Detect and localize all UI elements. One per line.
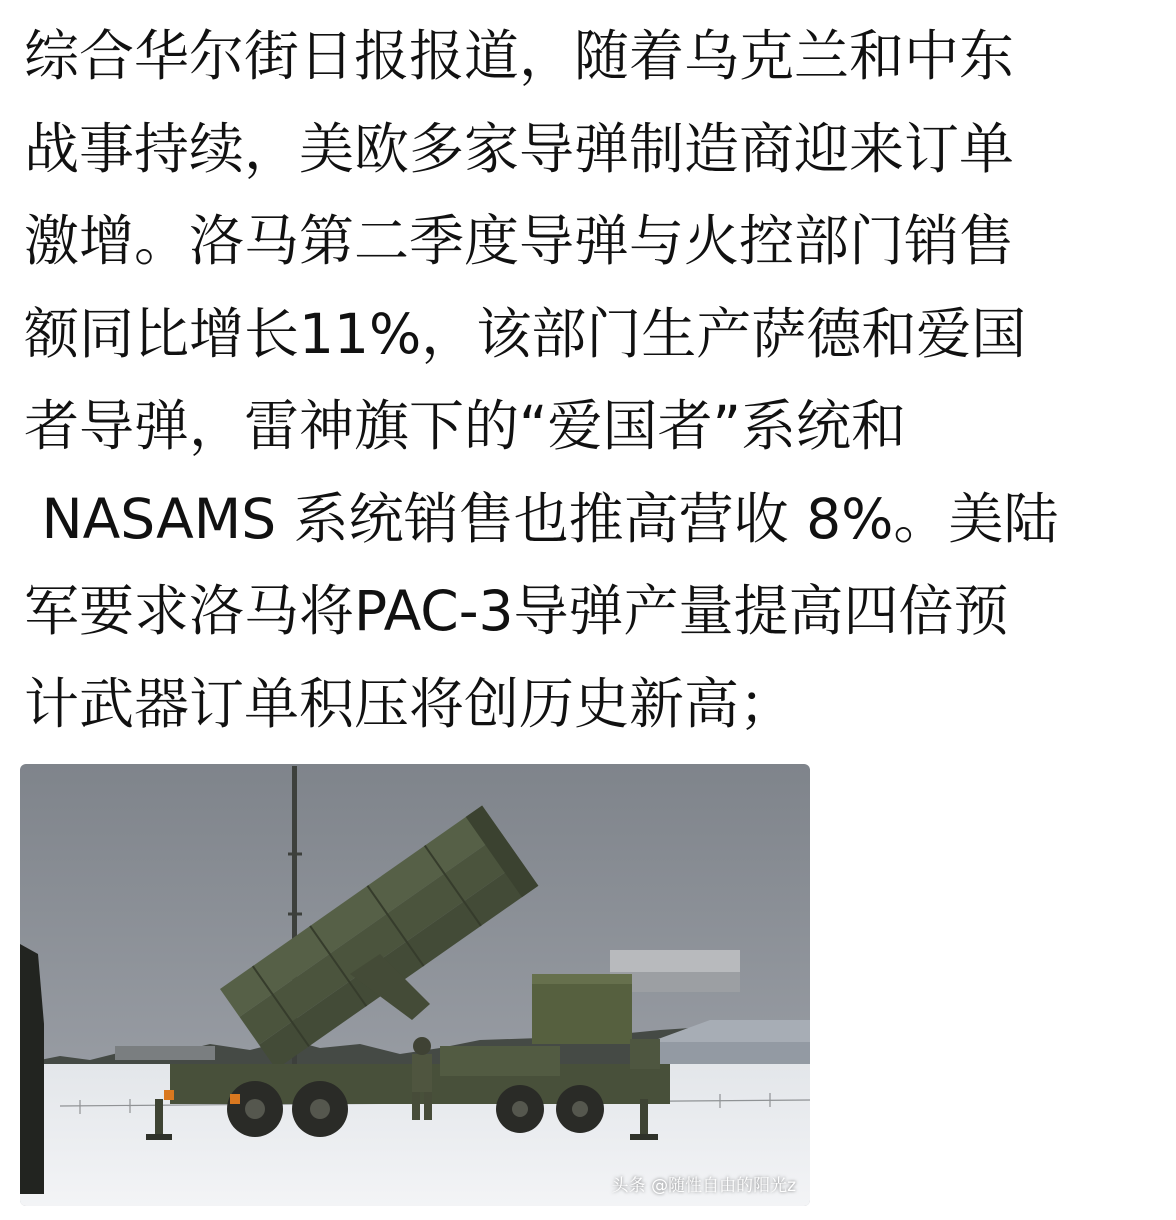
article-line-5: 者导弹，雷神旗下的“爱国者”系统和 [24, 394, 906, 458]
photo-warning-light [164, 1090, 174, 1100]
article-line-4: 额同比增长11%，该部门生产萨德和爱国 [24, 301, 1027, 366]
article-line-7: 军要求洛马将PAC-3导弹产量提高四倍预 [24, 579, 1009, 643]
photo-illustration [20, 764, 810, 1206]
article-line-3: 激增。洛马第二季度导弹与火控部门销售 [24, 209, 1015, 273]
article-line-1: 综合华尔街日报报道，随着乌克兰和中东 [24, 24, 1015, 88]
article-text [24, 10, 1164, 750]
photo-building [610, 950, 740, 974]
photo-equipment-box [532, 974, 632, 1044]
article-photo-patriot-launcher[interactable] [20, 764, 810, 1206]
article-line-6: NASAMS 系统销售也推高营收 8%。美陆 [24, 486, 1059, 551]
article-line-8: 计武器订单积压将创历史新高； [24, 671, 795, 736]
article-line-2: 战事持续，美欧多家导弹制造商迎来订单 [24, 116, 1015, 181]
photo-watermark: 头条 @随性自由的阳光z [611, 1176, 796, 1196]
